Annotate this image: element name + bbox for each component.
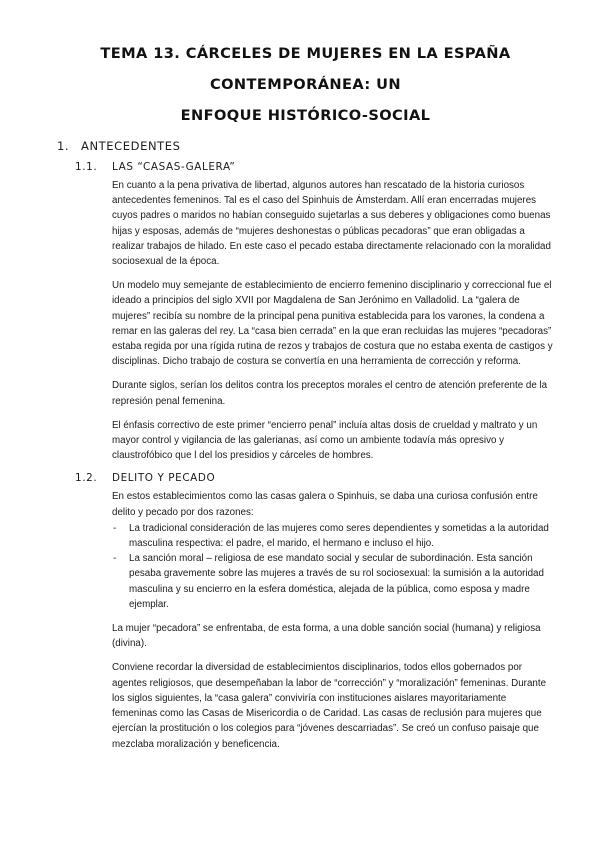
subsection-title: LAS “CASAS-GALERA”: [112, 161, 236, 173]
subsection-body-casas-galera: [112, 178, 554, 463]
paragraph: La mujer “pecadora” se enfrentaba, de esta forma, a una doble sanción social (humana) y religiosa (divina).: [112, 623, 541, 650]
section-title: ANTECEDENTES: [81, 139, 181, 153]
title-line-1: TEMA 13. CÁRCELES DE MUJERES EN LA ESPAÑA CONTEMPORÁNEA: UN: [100, 45, 511, 93]
subsection-number: 1.1.: [75, 161, 98, 173]
paragraph: En cuanto a la pena privativa de libertad, algunos autores han rescatado de la historia curiosos antecedentes femeninos. Tal es el caso del Spinhuis de Ámsterdam. Allí eran encerradas mujeres cuyos padres o maridos no habían conseguido sujetarlas a sus deberes y obligaciones como buenas hijas y esposas, además de “mujeres deshonestas o públicas pecadoras” que eran obligadas a realizar trabajos de hilado. En este caso el pecado estaba directamente relacionado con la moralidad sociosexual de la época.: [112, 180, 551, 268]
paragraph: En estos establecimientos como las casas galera o Spinhuis, se daba una curiosa confusión entre delito y pecado por dos razones:: [112, 491, 538, 518]
section-number: 1.: [57, 139, 70, 153]
list-item: - La sanción moral – religiosa de ese mandato social y secular de subordinación. Esta sanción pesaba gravemente sobre las mujeres a través de su rol sociosexual: la sumisión a la autoridad masculina y su encierro en la esfera doméstica, alejada de la pública, como esposa y madre ejemplar.: [112, 551, 554, 612]
page-title: [57, 38, 554, 131]
bullet-list: [112, 521, 554, 612]
subsection-title: DELITO Y PECADO: [112, 472, 216, 485]
paragraph: Conviene recordar la diversidad de establecimientos disciplinarios, todos ellos gobernados por agentes religiosos, que desempeñaban la labor de “corrección” y “moralización” femeninas. Durante los siglos siguientes, la “casa galera” conviviría con instituciones aislares mayoritariamente femeninas como las Casas de Misericordia o de Caridad. Las casas de reclusión para mujeres que ejercían la prostitución o los colegios para “jóvenes descarriadas”. Se creó un confuso paisaje que mezclaba moralización y beneficencia.: [112, 662, 547, 750]
paragraph: El énfasis correctivo de este primer “encierro penal” incluía altas dosis de crueldad y maltrato y un mayor control y vigilancia de las galerianas, así como un ambiente todavía más opresivo y claustrofóbico que l del los presidios y cárceles de hombres.: [112, 419, 538, 462]
subsection-body-delito-y-pecado: [112, 489, 554, 751]
list-item: - La tradicional consideración de las mujeres como seres dependientes y sometidas a la autoridad masculina respectiva: el padre, el marido, el hermano e incluso el hijo.: [112, 521, 554, 551]
paragraph: Durante siglos, serían los delitos contra los preceptos morales el centro de atención preferente de la represión penal femenina.: [112, 380, 548, 407]
paragraph: Un modelo muy semejante de establecimiento de encierro femenino disciplinario y correccional fue el ideado a principios del siglo XVII por Magdalena de San Jerónimo en Valladolid. La “galera de mujeres” recibía su nombre de la principal pena punitiva establecida para los varones, la condena a remar en las galeras del rey. La “casa bien cerrada” en la que eran recluidas las mujeres “pecadoras” estaba regida por una rígida rutina de rezos y trabajos de costura que no estaba exenta de castigos y disciplinas. Dicho trabajo de costura se convertía en una herramienta de corrección y reforma.: [112, 280, 553, 368]
title-line-2: ENFOQUE HISTÓRICO-SOCIAL: [180, 107, 431, 124]
subsection-heading-delito-y-pecado: [75, 472, 554, 484]
subsection-number: 1.2.: [75, 472, 98, 485]
section-heading-antecedentes: [57, 139, 554, 153]
subsection-heading-casas-galera: [75, 161, 554, 173]
